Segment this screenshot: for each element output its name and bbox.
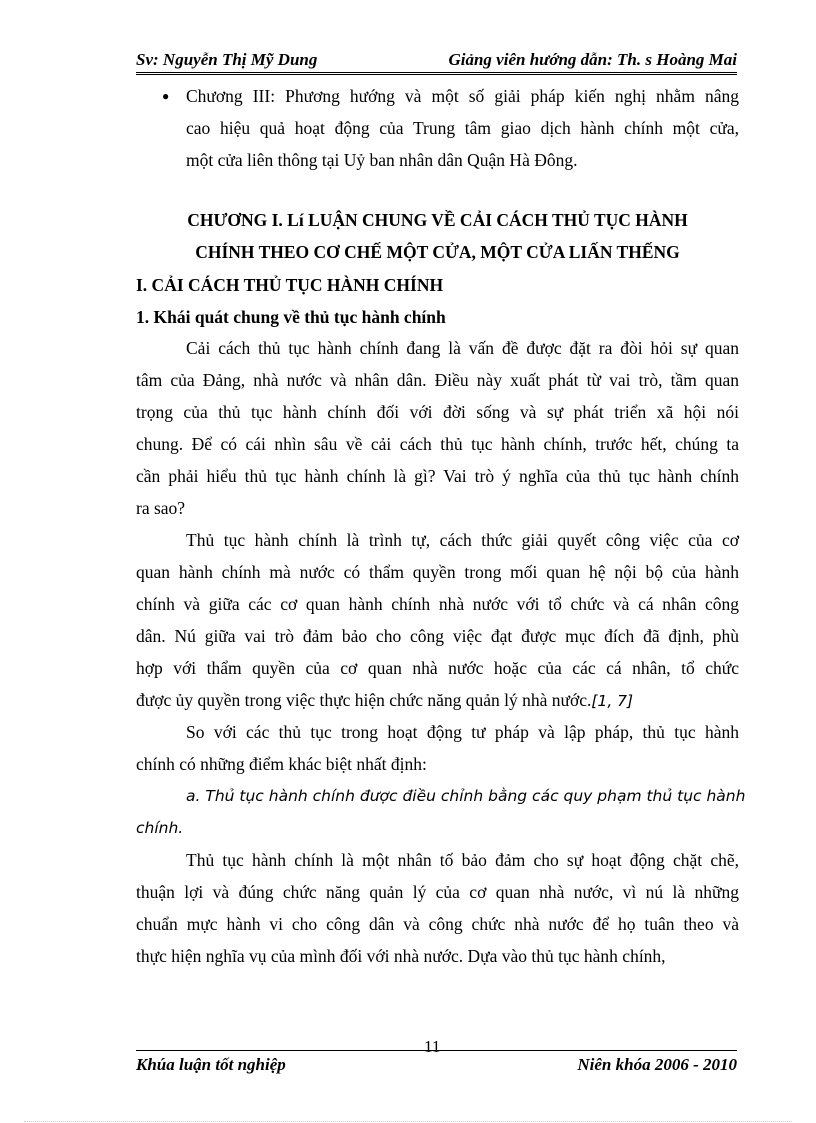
header-advisor: Giảng viên hướng dẫn: Th. s Hoàng Mai <box>448 50 737 69</box>
paragraph-line: quan hành chính mà nước có thẩm quyền trong mối quan hệ nội bộ của hành <box>136 562 739 582</box>
paragraph-line: trọng của thủ tục hành chính đối với đời sống và sự phát triển xã hội nói <box>136 402 739 422</box>
chapter-title-line: CHÍNH THEO CƠ CHẾ MỘT CỬA, MỘT CỬA LIẤN THẾNG <box>195 242 680 262</box>
point-a-line: chính. <box>136 819 184 837</box>
paragraph-line: hợp với thẩm quyền của cơ quan nhà nước hoặc của các cá nhân, tổ chức <box>136 658 739 678</box>
paragraph-line: dân. Nú giữa vai trò đảm bảo cho công việc đạt được mục đích đã định, phù <box>136 626 739 646</box>
paragraph-line: So với các thủ tục trong hoạt động tư pháp và lập pháp, thủ tục hành <box>186 722 739 742</box>
bullet-icon: ● <box>162 89 170 103</box>
paragraph-text: được ủy quyền trong việc thực hiện chức năng quản lý nhà nước. <box>136 690 592 710</box>
citation: [1, 7] <box>591 692 634 710</box>
paragraph-line: chung. Để có cái nhìn sâu về cải cách thủ tục hành chính, trước hết, chúng ta <box>136 434 739 454</box>
point-a-line: a. Thủ tục hành chính được điều chỉnh bằng các quy phạm thủ tục hành <box>186 787 746 805</box>
paragraph-line: Thủ tục hành chính là một nhân tố bảo đảm cho sự hoạt động chặt chẽ, <box>186 850 739 870</box>
paragraph-line <box>136 684 739 716</box>
paragraph-line: tâm của Đảng, nhà nước và nhân dân. Điều này xuất phát từ vai trò, tầm quan <box>136 370 739 390</box>
paragraph-line: ra sao? <box>136 498 186 518</box>
bullet-item <box>136 80 739 112</box>
subsection-title: 1. Khái quát chung về thủ tục hành chính <box>136 307 446 327</box>
footer-rule <box>136 1050 737 1051</box>
paragraph-line: chính có những điểm khác biệt nhất định: <box>136 754 427 774</box>
spacer <box>136 176 739 204</box>
footer-thesis: Khúa luận tốt nghiệp <box>136 1055 286 1074</box>
paragraph-line: Thủ tục hành chính là trình tự, cách thức giải quyết công việc của cơ <box>186 530 739 550</box>
page-edge <box>24 1121 792 1122</box>
chapter-title-line: CHƯƠNG I. Lí LUẬN CHUNG VỀ CẢI CÁCH THỦ TỤC HÀNH <box>187 210 688 230</box>
page-footer <box>136 1055 737 1077</box>
bullet-line: một cửa liên thông tại Uỷ ban nhân dân Quận Hà Đông. <box>186 150 578 170</box>
page-number: 11 <box>424 1037 441 1056</box>
footer-years: Niên khóa 2006 - 2010 <box>577 1055 737 1074</box>
paragraph-line: thuận lợi và đúng chức năng quản lý của cơ quan nhà nước, vì nú là những <box>136 882 739 902</box>
bullet-line: Chương III: Phương hướng và một số giải pháp kiến nghị nhằm nâng <box>186 86 739 106</box>
section-title: I. CẢI CÁCH THỦ TỤC HÀNH CHÍNH <box>136 275 444 295</box>
header-rule <box>136 72 737 75</box>
paragraph-line: Cải cách thủ tục hành chính đang là vấn đề được đặt ra đòi hỏi sự quan <box>186 338 739 358</box>
page-header <box>136 50 737 72</box>
document-body <box>136 80 746 972</box>
paragraph-line: thực hiện nghĩa vụ của mình đối với nhà nước. Dựa vào thủ tục hành chính, <box>136 946 666 966</box>
header-student-name: Sv: Nguyễn Thị Mỹ Dung <box>136 50 318 69</box>
paragraph-line: chính và giữa các cơ quan hành chính nhà nước với tổ chức và cá nhân công <box>136 594 739 614</box>
bullet-line: cao hiệu quả hoạt động của Trung tâm giao dịch hành chính một cửa, <box>186 118 739 138</box>
paragraph-line: chuẩn mực hành vi cho công dân và công chức nhà nước để họ tuân theo và <box>136 914 739 934</box>
paragraph-line: cần phải hiểu thủ tục hành chính là gì? Vai trò ý nghĩa của thủ tục hành chính <box>136 466 739 486</box>
